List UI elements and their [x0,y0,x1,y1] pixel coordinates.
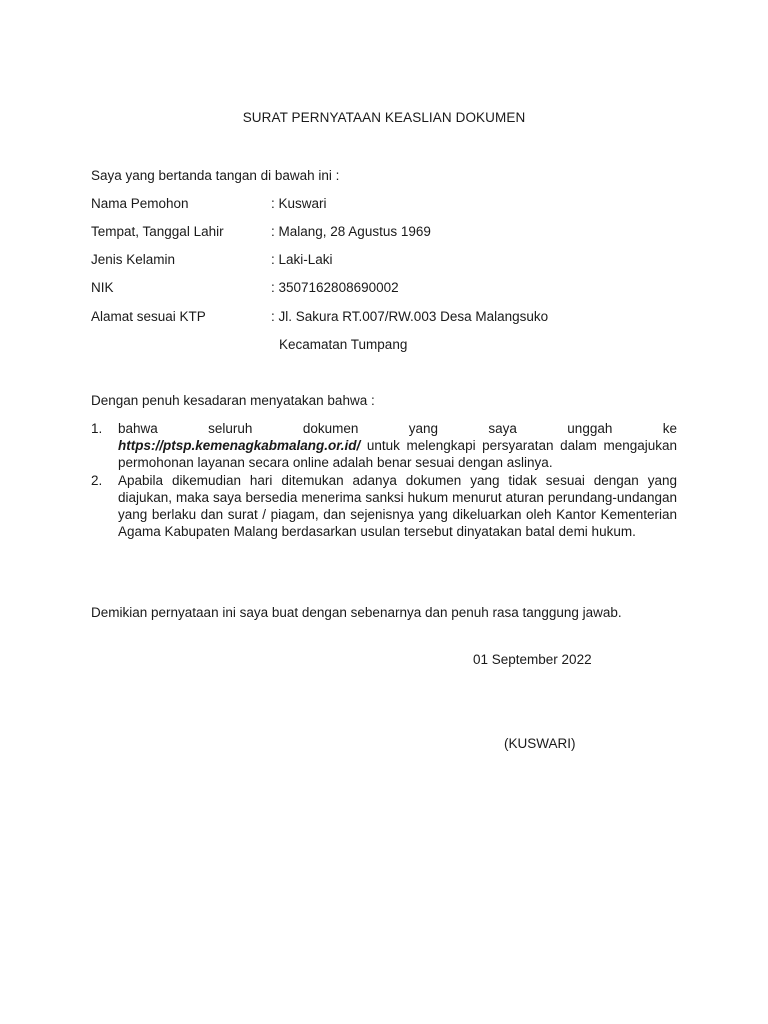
item-1-first-line: bahwa seluruh dokumen yang saya unggah ke [118,421,677,436]
statement-item-1 [91,420,677,471]
document-title: SURAT PERNYATAAN KEASLIAN DOKUMEN [242,110,526,125]
item-number-1: 1. [91,421,103,436]
field-label-nik: NIK [91,280,114,295]
item-2-text: Apabila dikemudian hari ditemukan adanya dokumen yang tidak sesuai dengan yang diajukan, maka saya bersedia menerima sanksi hukum menurut aturan perundang-undangan yang berlaku dan surat / piagam, dan sejenisnya yang dikeluarkan oleh Kantor Kementerian Agama Kabupaten Malang berdasarkan usulan tersebut dinyatakan batal demi hukum. [118,473,677,539]
field-value-birth: : Malang, 28 Agustus 1969 [271,224,431,239]
field-value-address-line2: Kecamatan Tumpang [279,337,408,352]
statement-list [91,420,677,540]
field-label-birth: Tempat, Tanggal Lahir [91,224,224,239]
item-1-text: untuk melengkapi persyaratan dalam mengajukan permohonan layanan secara online adalah benar sesuai dengan aslinya. [118,438,677,470]
field-value-address: : Jl. Sakura RT.007/RW.003 Desa Malangsuko [271,309,549,324]
portal-url-link[interactable]: https://ptsp.kemenagkabmalang.or.id/ [118,438,361,453]
field-value-gender: : Laki-Laki [271,252,333,267]
field-value-name: : Kuswari [271,196,327,211]
field-value-nik: : 3507162808690002 [271,280,399,295]
statement-intro: Dengan penuh kesadaran menyatakan bahwa : [91,393,375,408]
field-label-name: Nama Pemohon [91,196,189,211]
field-label-gender: Jenis Kelamin [91,252,176,267]
intro-text: Saya yang bertanda tangan di bawah ini : [91,168,340,183]
document-date: 01 September 2022 [473,652,592,667]
item-number-2: 2. [91,473,103,488]
closing-paragraph: Demikian pernyataan ini saya buat dengan sebenarnya dan penuh rasa tanggung jawab. [91,605,622,620]
statement-item-2 [91,472,677,540]
signature-name: (KUSWARI) [504,736,576,751]
field-label-address: Alamat sesuai KTP [91,309,206,324]
